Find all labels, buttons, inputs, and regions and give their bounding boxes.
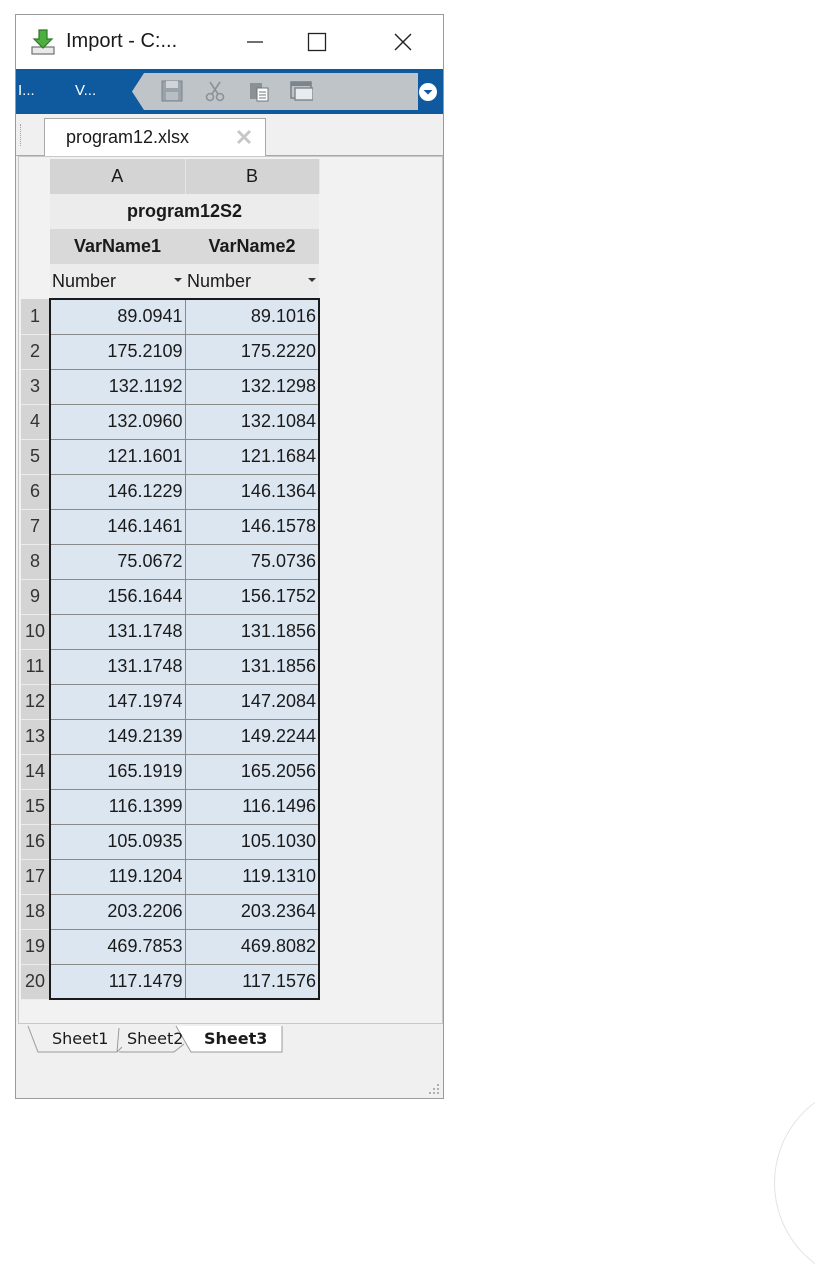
row-header[interactable]: 14: [21, 754, 50, 789]
row-header[interactable]: 12: [21, 684, 50, 719]
paste-icon[interactable]: [247, 79, 271, 103]
cut-icon[interactable]: [203, 79, 227, 103]
cell-varname2[interactable]: 121.1684: [185, 439, 319, 474]
window-icon[interactable]: [289, 79, 313, 103]
grid-corner[interactable]: [21, 159, 50, 194]
row-header[interactable]: 4: [21, 404, 50, 439]
table-row: [21, 404, 319, 439]
data-grid: [21, 159, 320, 1000]
close-button[interactable]: [380, 15, 426, 69]
varname-header-1[interactable]: VarName1: [50, 229, 185, 264]
row-header[interactable]: 9: [21, 579, 50, 614]
cell-varname1[interactable]: 132.1192: [50, 369, 185, 404]
spreadsheet-view[interactable]: [18, 156, 443, 1024]
row-header[interactable]: 1: [21, 299, 50, 334]
cell-varname1[interactable]: 146.1461: [50, 509, 185, 544]
minimize-button[interactable]: [232, 15, 278, 69]
title-bar[interactable]: [16, 15, 443, 69]
document-tab-bar: [16, 114, 443, 156]
table-row: [21, 334, 319, 369]
cell-varname1[interactable]: 165.1919: [50, 754, 185, 789]
cell-varname2[interactable]: 156.1752: [185, 579, 319, 614]
maximize-button[interactable]: [294, 15, 340, 69]
row-header[interactable]: 20: [21, 964, 50, 999]
toolstrip-tab-view[interactable]: V...: [75, 82, 97, 99]
cell-varname2[interactable]: 165.2056: [185, 754, 319, 789]
save-icon[interactable]: [160, 79, 184, 103]
cell-varname2[interactable]: 116.1496: [185, 789, 319, 824]
cell-varname1[interactable]: 146.1229: [50, 474, 185, 509]
type-label: Number: [187, 270, 252, 291]
row-header[interactable]: 6: [21, 474, 50, 509]
sheet-tab-sheet2[interactable]: Sheet2: [127, 1029, 184, 1048]
grid-corner-spacer: [21, 194, 50, 229]
row-header[interactable]: 3: [21, 369, 50, 404]
sheet-tab-sheet1[interactable]: Sheet1: [52, 1029, 109, 1048]
row-header[interactable]: 13: [21, 719, 50, 754]
cell-varname1[interactable]: 75.0672: [50, 544, 185, 579]
table-row: [21, 789, 319, 824]
cell-varname1[interactable]: 132.0960: [50, 404, 185, 439]
varname-header-2[interactable]: VarName2: [185, 229, 319, 264]
window-title: Import - C:...: [66, 30, 178, 52]
dropdown-arrow-icon: [308, 278, 316, 282]
cell-varname1[interactable]: 203.2206: [50, 894, 185, 929]
row-header[interactable]: 18: [21, 894, 50, 929]
grid-corner-spacer: [21, 264, 50, 299]
cell-varname1[interactable]: 147.1974: [50, 684, 185, 719]
cell-varname2[interactable]: 203.2364: [185, 894, 319, 929]
collapse-toolstrip-icon[interactable]: [417, 81, 439, 103]
cell-varname2[interactable]: 149.2244: [185, 719, 319, 754]
row-header[interactable]: 10: [21, 614, 50, 649]
table-row: [21, 964, 319, 999]
cell-varname1[interactable]: 149.2139: [50, 719, 185, 754]
column-header-a[interactable]: A: [50, 159, 185, 194]
tab-program12-xlsx[interactable]: [44, 118, 266, 156]
cell-varname2[interactable]: 119.1310: [185, 859, 319, 894]
type-dropdown-1[interactable]: [50, 264, 185, 299]
column-header-b[interactable]: B: [185, 159, 319, 194]
table-row: [21, 649, 319, 684]
close-tab-icon[interactable]: [235, 128, 253, 146]
table-row: [21, 754, 319, 789]
cell-varname1[interactable]: 175.2109: [50, 334, 185, 369]
cell-varname1[interactable]: 117.1479: [50, 964, 185, 999]
toolstrip-tab-import[interactable]: I...: [18, 82, 35, 99]
table-row: [21, 544, 319, 579]
row-header[interactable]: 19: [21, 929, 50, 964]
table-row: [21, 894, 319, 929]
sheet-tab-sheet3[interactable]: Sheet3: [204, 1029, 268, 1048]
row-header[interactable]: 16: [21, 824, 50, 859]
corner-decoration: [774, 1082, 815, 1284]
cell-varname2[interactable]: 469.8082: [185, 929, 319, 964]
cell-varname2[interactable]: 131.1856: [185, 614, 319, 649]
tab-grip[interactable]: [20, 124, 24, 146]
close-icon: [393, 32, 413, 52]
cell-varname1[interactable]: 116.1399: [50, 789, 185, 824]
cell-varname2[interactable]: 117.1576: [185, 964, 319, 999]
table-row: [21, 859, 319, 894]
resize-grip-icon[interactable]: [426, 1081, 440, 1095]
import-arrow-icon: [30, 28, 56, 56]
cell-varname1[interactable]: 121.1601: [50, 439, 185, 474]
row-header[interactable]: 8: [21, 544, 50, 579]
cell-varname2[interactable]: 132.1084: [185, 404, 319, 439]
cell-varname2[interactable]: 75.0736: [185, 544, 319, 579]
type-label: Number: [52, 270, 117, 291]
row-header[interactable]: 11: [21, 649, 50, 684]
cell-varname2[interactable]: 105.1030: [185, 824, 319, 859]
row-header[interactable]: 7: [21, 509, 50, 544]
quick-access-strip: [132, 73, 418, 110]
table-row: [21, 614, 319, 649]
import-window: [15, 14, 444, 1099]
cell-varname1[interactable]: 131.1748: [50, 614, 185, 649]
sheet-tab-bar: [16, 1025, 443, 1055]
cell-varname1[interactable]: 469.7853: [50, 929, 185, 964]
cell-varname1[interactable]: 119.1204: [50, 859, 185, 894]
maximize-icon: [307, 32, 327, 52]
type-dropdown-2[interactable]: [185, 264, 319, 299]
table-row: [21, 369, 319, 404]
minimize-icon: [246, 33, 264, 51]
table-row: [21, 684, 319, 719]
row-header[interactable]: 15: [21, 789, 50, 824]
cell-varname2[interactable]: 175.2220: [185, 334, 319, 369]
table-row: [21, 299, 319, 334]
range-name-header[interactable]: program12S2: [50, 194, 319, 229]
row-header[interactable]: 17: [21, 859, 50, 894]
cell-varname1[interactable]: 156.1644: [50, 579, 185, 614]
table-row: [21, 474, 319, 509]
table-row: [21, 824, 319, 859]
cell-varname1[interactable]: 89.0941: [50, 299, 185, 334]
table-row: [21, 719, 319, 754]
dropdown-arrow-icon: [174, 278, 182, 282]
table-row: [21, 579, 319, 614]
table-row: [21, 509, 319, 544]
table-row: [21, 929, 319, 964]
cell-varname2[interactable]: 146.1364: [185, 474, 319, 509]
cell-varname2[interactable]: 132.1298: [185, 369, 319, 404]
grid-corner-spacer: [21, 229, 50, 264]
row-header[interactable]: 5: [21, 439, 50, 474]
row-header[interactable]: 2: [21, 334, 50, 369]
cell-varname2[interactable]: 89.1016: [185, 299, 319, 334]
cell-varname2[interactable]: 146.1578: [185, 509, 319, 544]
cell-varname1[interactable]: 131.1748: [50, 649, 185, 684]
file-tab-label: program12.xlsx: [66, 127, 190, 147]
cell-varname2[interactable]: 131.1856: [185, 649, 319, 684]
table-row: [21, 439, 319, 474]
cell-varname1[interactable]: 105.0935: [50, 824, 185, 859]
cell-varname2[interactable]: 147.2084: [185, 684, 319, 719]
